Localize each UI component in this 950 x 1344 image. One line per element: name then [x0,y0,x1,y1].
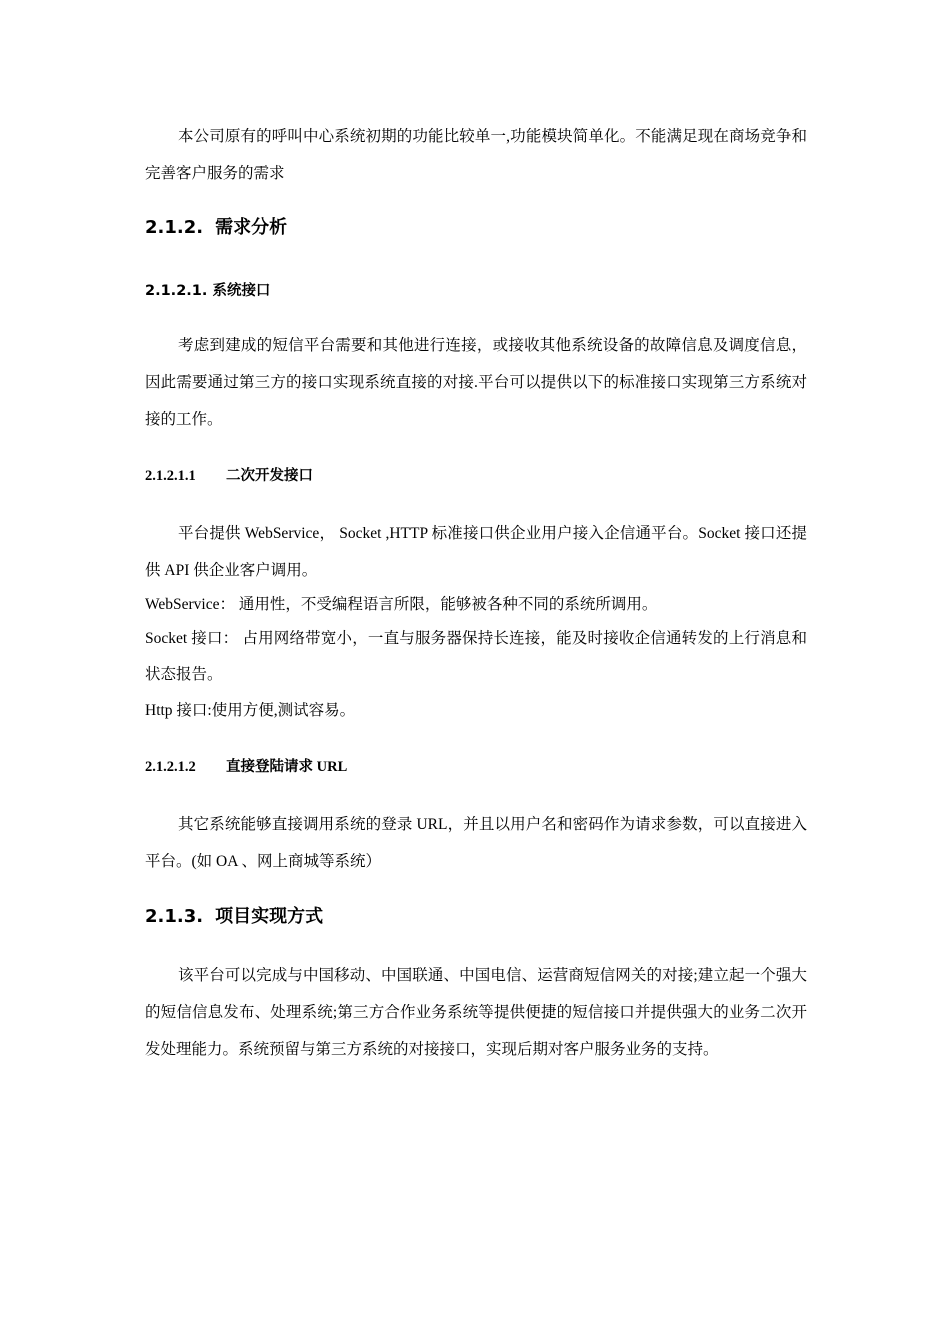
section-title: 项目实现方式 [215,906,324,927]
section-number: 2.1.2.1.2 [145,759,196,775]
section-heading-2-1-2 [145,213,807,243]
implementation-paragraph: 该平台可以完成与中国移动、中国联通、中国电信、运营商短信网关的对接;建立起一个强大的短信信息发布、处理系统;第三方合作业务系统等提供便捷的短信接口并提供强大的业务二次开发处理能力。系统预留与第三方系统的对接接口，实现后期对客户服务业务的支持。 [145,967,807,1058]
section-heading-2-1-2-1: 2.1.2.1. 系统接口 [145,283,271,299]
section-heading-2-1-3 [145,902,807,932]
system-interface-paragraph: 考虑到建成的短信平台需要和其他进行连接，或接收其他系统设备的故障信息及调度信息，因此需要通过第三方的接口实现系统直接的对接.平台可以提供以下的标准接口实现第三方系统对接的工作。 [145,337,807,428]
section-title: 二次开发接口 [226,468,313,484]
section-number: 2.1.2. [145,217,204,238]
http-description: Http 接口:使用方便,测试容易。 [145,702,356,719]
section-title: 需求分析 [215,217,288,238]
section-number: 2.1.3. [145,906,204,927]
section-heading-2-1-2-1-1 [145,463,807,489]
section-title: 直接登陆请求 URL [226,759,348,775]
section-number: 2.1.2.1.1 [145,468,196,484]
dev-interface-paragraph: 平台提供 WebService， Socket ,HTTP 标准接口供企业用户接入企信通平台。Socket 接口还提供 API 供企业客户调用。 [145,525,807,579]
intro-paragraph: 本公司原有的呼叫中心系统初期的功能比较单一,功能模块简单化。不能满足现在商场竞争和完善客户服务的需求 [145,128,807,182]
login-url-paragraph: 其它系统能够直接调用系统的登录 URL，并且以用户名和密码作为请求参数，可以直接进入平台。(如 OA 、网上商城等系统） [145,816,807,870]
socket-description: Socket 接口： 占用网络带宽小，一直与服务器保持长连接，能及时接收企信通转发的上行消息和状态报告。 [145,630,807,683]
section-heading-2-1-2-1-2 [145,754,807,780]
webservice-description: WebService： 通用性，不受编程语言所限，能够被各种不同的系统所调用。 [145,596,658,613]
